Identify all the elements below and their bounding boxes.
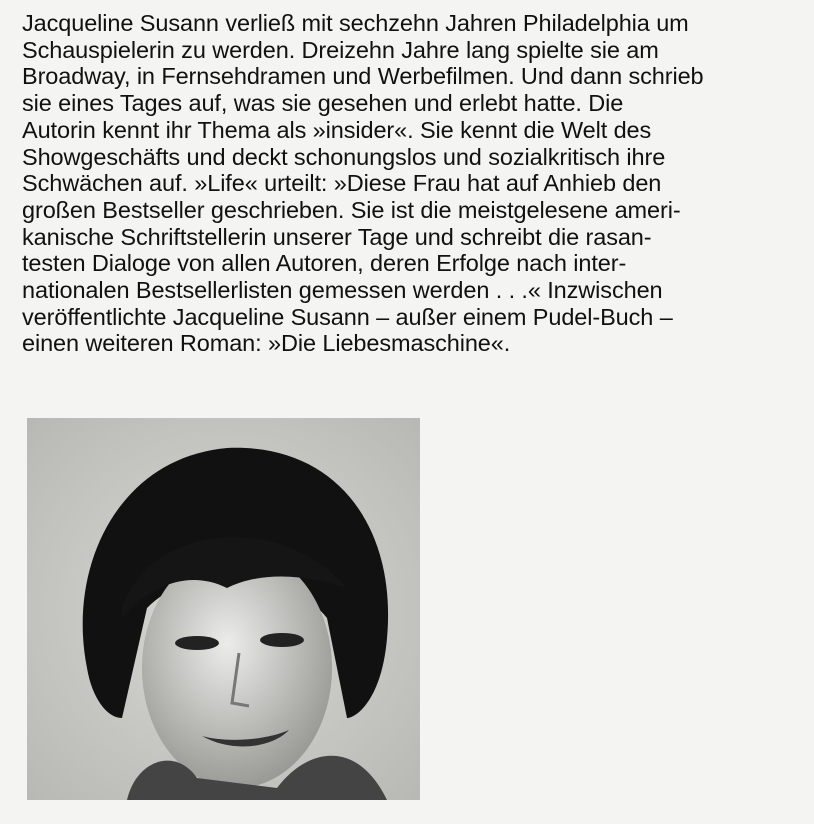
text-line: sie eines Tages auf, was sie gesehen und erlebt hatte. Die bbox=[22, 90, 624, 117]
text-line: Jacqueline Susann verließ mit sechzehn Jahren Philadelphia um bbox=[22, 10, 689, 36]
text-line: Schwächen auf. »Life« urteilt: »Diese Frau hat auf Anhieb den bbox=[22, 170, 662, 197]
text-line: Broadway, in Fernsehdramen und Werbefilmen. Und dann schrieb bbox=[22, 63, 704, 90]
author-portrait-photo bbox=[27, 418, 420, 800]
text-line: Autorin kennt ihr Thema als »insider«. Sie kennt die Welt des bbox=[22, 116, 652, 143]
text-line: kanische Schriftstellerin unserer Tage und schreibt die rasan- bbox=[22, 223, 652, 250]
text-line: veröffentlichte Jacqueline Susann – außer einem Pudel-Buch – bbox=[22, 303, 673, 330]
text-line: Schauspielerin zu werden. Dreizehn Jahre lang spielte sie am bbox=[22, 36, 659, 63]
text-line: testen Dialoge von allen Autoren, deren Erfolge nach inter- bbox=[22, 250, 627, 277]
text-line: großen Bestseller geschrieben. Sie ist die meistgelesene ameri- bbox=[22, 196, 681, 223]
text-line: einen weiteren Roman: »Die Liebesmaschine«. bbox=[22, 330, 511, 357]
author-bio-paragraph bbox=[22, 10, 802, 357]
text-line: nationalen Bestsellerlisten gemessen werden . . .« Inzwischen bbox=[22, 277, 663, 304]
text-line: Showgeschäfts und deckt schonungslos und sozialkritisch ihre bbox=[22, 143, 666, 170]
